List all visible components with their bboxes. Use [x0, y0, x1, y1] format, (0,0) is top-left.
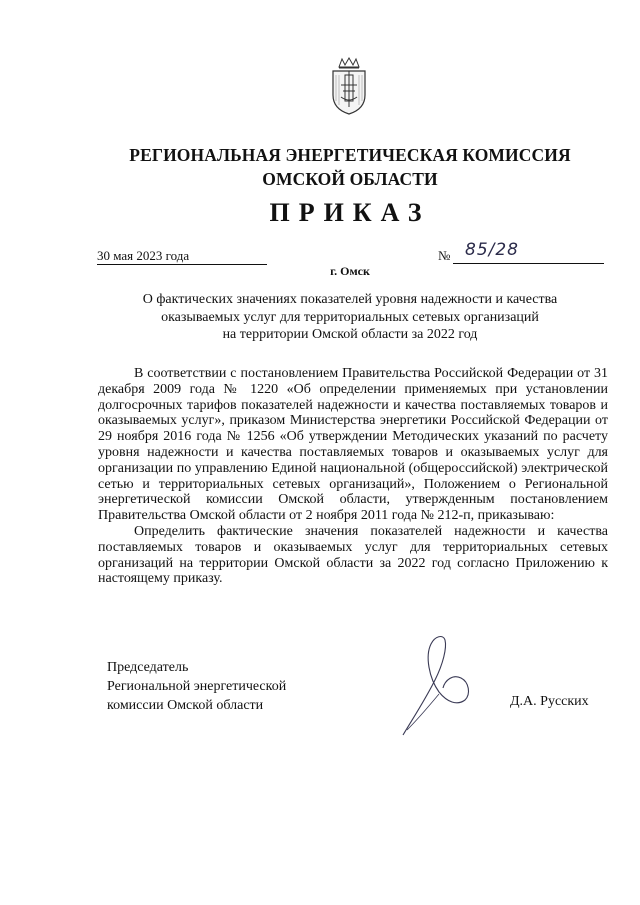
document-title [110, 291, 590, 344]
handwritten-signature [395, 630, 485, 740]
organization-name [100, 143, 600, 191]
position-line-3: комиссии Омской области [107, 698, 264, 713]
signatory-position [107, 658, 327, 715]
coat-of-arms-icon [327, 57, 371, 115]
city: г. Омск [330, 264, 370, 278]
body-paragraph-1: В соответствии с постановлением Правительства Российской Федерации от 31 декабря 2009 года № 1220 «Об определении применяемых при установлении долгосрочных тарифов показателей надежности и качества поставляемых товаров и оказываемых услуг», приказом Министерства энергетики Российской Федерации от 29 ноября 2016 года № 1256 «Об утверждении Методических указаний по расчету уровня надежности и качества поставляемых товаров и оказываемых услуг для организации по управлению Единой национальной (общероссийской) электрической сетью и территориальных сетевых организаций», Положением о Региональной энергетической комиссии Омской области, утвержденным постановлением Правительства Омской области от 2 ноября 2011 года № 212-п, приказываю: [98, 366, 608, 524]
number-sign: № [438, 248, 451, 263]
document-type: ПРИКАЗ [269, 198, 431, 227]
title-line-1: О фактических значениях показателей уровня надежности и качества [142, 292, 558, 307]
title-line-2: оказываемых услуг для территориальных сетевых организаций [161, 309, 539, 325]
org-line-1: РЕГИОНАЛЬНАЯ ЭНЕРГЕТИЧЕСКАЯ КОМИССИЯ [129, 145, 571, 165]
org-line-2: ОМСКОЙ ОБЛАСТИ [262, 169, 438, 189]
position-line-2: Региональной энергетической [107, 679, 287, 694]
document-body [98, 366, 608, 587]
position-line-1: Председатель [107, 660, 189, 675]
document-number: 85/28 [465, 240, 519, 260]
document-date: 30 мая 2023 года [97, 248, 267, 265]
title-line-3: на территории Омской области за 2022 год [222, 327, 478, 342]
signatory-name: Д.А. Русских [510, 694, 589, 709]
body-paragraph-2: Определить фактические значения показателей надежности и качества поставляемых товаров и оказываемых услуг для территориальных сетевых организаций на территории Омской области за 2022 год согласно Приложению к настоящему приказу. [98, 523, 608, 587]
